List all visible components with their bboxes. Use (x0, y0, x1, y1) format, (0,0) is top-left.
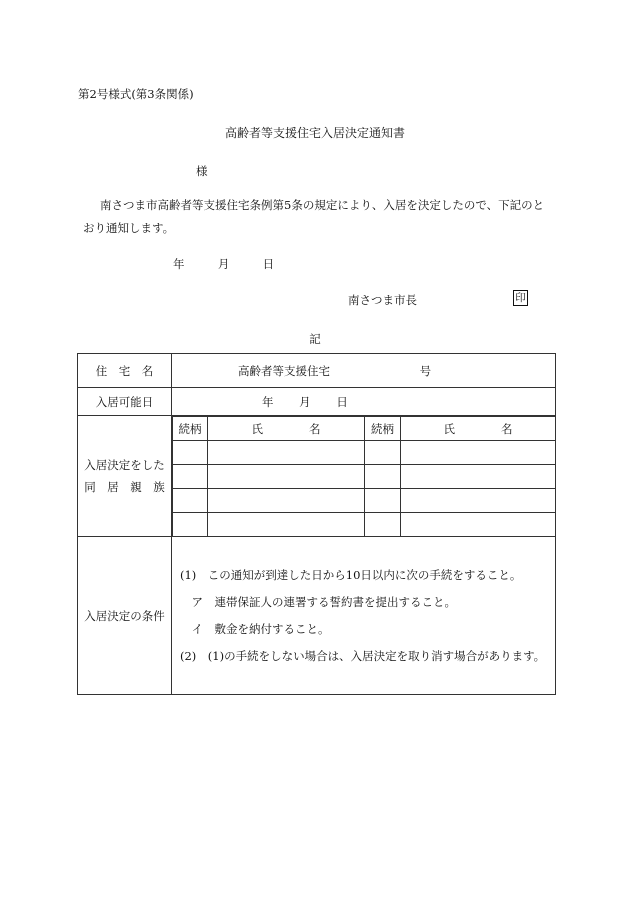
name-field[interactable] (401, 465, 556, 489)
available-date-label: 入居可能日 (78, 388, 172, 416)
housing-value-cell (172, 354, 556, 388)
family-entry-row (173, 441, 556, 465)
family-entry-row (173, 489, 556, 513)
form-number-label: 第2号様式(第3条関係) (78, 87, 194, 101)
family-grid (172, 416, 555, 536)
housing-label: 住 宅 名 (78, 354, 172, 388)
name-header-2: 氏 名 (401, 417, 556, 441)
available-year: 年 (262, 394, 274, 409)
name-field[interactable] (208, 489, 365, 513)
name-header-1: 氏 名 (208, 417, 365, 441)
date-year: 年 (173, 257, 185, 271)
relation-field[interactable] (173, 513, 208, 537)
notice-table (77, 353, 556, 695)
relation-field[interactable] (173, 489, 208, 513)
family-label-line-1: 入居決定をした (84, 458, 165, 472)
date-day: 日 (262, 257, 275, 271)
family-label-line-2: 同 居 親 族 (84, 480, 165, 494)
condition-item: (2) (1)の手続をしない場合は、入居決定を取り消す場合があります。 (180, 648, 546, 663)
condition-item: (1) この通知が到達した日から10日以内に次の手続をすること。 (180, 567, 522, 582)
available-month: 月 (299, 394, 311, 409)
condition-item: ア 連帯保証人の連署する誓約書を提出すること。 (180, 594, 456, 609)
available-day: 日 (336, 394, 348, 409)
family-label (78, 416, 172, 537)
conditions-label: 入居決定の条件 (78, 537, 172, 695)
relation-field[interactable] (365, 513, 401, 537)
conditions-cell (172, 537, 556, 695)
relation-header-2: 続柄 (365, 417, 401, 441)
document-title: 高齢者等支援住宅入居決定通知書 (224, 126, 405, 140)
date-month: 月 (217, 257, 230, 271)
name-field[interactable] (401, 513, 556, 537)
name-field[interactable] (208, 465, 365, 489)
name-field[interactable] (208, 513, 365, 537)
issuer-name: 南さつま市長 (348, 293, 417, 307)
family-entry-row (173, 465, 556, 489)
family-grid-cell (172, 416, 556, 537)
conditions-list (172, 562, 555, 670)
body-text-line-1: 南さつま市高齢者等支援住宅条例第5条の規定により、入居を決定したので、下記のと (100, 198, 545, 212)
relation-field[interactable] (365, 441, 401, 465)
relation-field[interactable] (173, 441, 208, 465)
name-field[interactable] (208, 441, 365, 465)
body-text-line-2: おり通知します。 (83, 221, 175, 235)
family-row (78, 416, 556, 537)
relation-field[interactable] (365, 465, 401, 489)
family-entry-row (173, 513, 556, 537)
relation-header-1: 続柄 (173, 417, 208, 441)
relation-field[interactable] (173, 465, 208, 489)
family-header-row (173, 417, 556, 441)
housing-row (78, 354, 556, 388)
ki-heading: 記 (309, 332, 321, 346)
seal-mark: 印 (513, 290, 528, 306)
addressee-honorific: 様 (196, 164, 208, 178)
name-field[interactable] (401, 441, 556, 465)
condition-item: イ 敷金を納付すること。 (180, 621, 330, 636)
issue-date (173, 256, 274, 272)
housing-value: 高齢者等支援住宅 (238, 363, 330, 378)
name-field[interactable] (401, 489, 556, 513)
available-date-cell (172, 388, 556, 416)
housing-number-suffix: 号 (419, 363, 432, 378)
conditions-row (78, 537, 556, 695)
available-date-row (78, 388, 556, 416)
relation-field[interactable] (365, 489, 401, 513)
